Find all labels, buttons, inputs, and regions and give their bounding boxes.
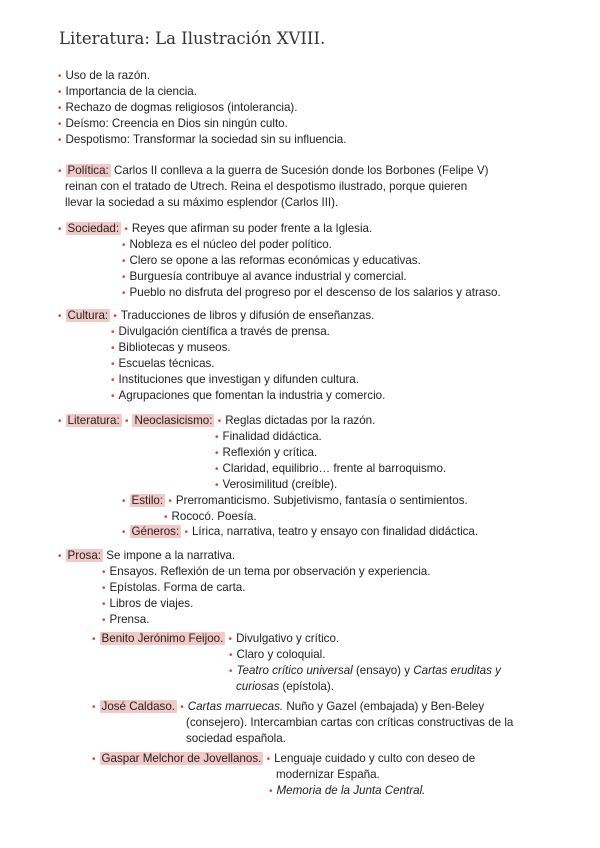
cultura-item: • Agrupaciones que fomentan la industria y comercio.: [111, 389, 386, 402]
bullet-icon: •: [122, 288, 126, 299]
bullet-icon: •: [92, 634, 96, 645]
bullet-icon: •: [58, 551, 62, 562]
intro-item: • Uso de la razón.: [58, 69, 150, 82]
sociedad-item: • Pueblo no disfruta del progreso por el descenso de los salarios y atraso.: [122, 286, 501, 299]
bullet-icon: •: [122, 272, 126, 283]
neoclasicismo-item: • Finalidad didáctica.: [215, 430, 322, 443]
cadalso-text: sociedad española.: [186, 732, 286, 745]
bullet-icon: •: [102, 567, 106, 578]
cultura-item: • Escuelas técnicas.: [111, 357, 215, 370]
bullet-icon: •: [269, 786, 273, 797]
politica-text: reinan con el tratado de Utrech. Reina el despotismo ilustrado, porque quieren: [65, 180, 468, 193]
bullet-icon: •: [92, 754, 96, 765]
literatura-section: • Literatura: • Neoclasicismo: • Reglas dictadas por la razón.: [58, 414, 376, 427]
estilo-label: Estilo:: [131, 494, 164, 507]
bullet-icon: •: [215, 448, 219, 459]
bullet-icon: •: [228, 634, 233, 645]
intro-item: • Rechazo de dogmas religiosos (intolerancia).: [58, 101, 298, 114]
cultura-item: • Bibliotecas y museos.: [111, 341, 231, 354]
bullet-icon: •: [102, 615, 106, 626]
bullet-icon: •: [92, 702, 96, 713]
feijoo-label: Benito Jerónimo Feijoo.: [101, 632, 224, 645]
bullet-icon: •: [58, 103, 62, 114]
sociedad-item: • Burguesía contribuye al avance industrial y comercial.: [122, 270, 407, 283]
bullet-icon: •: [58, 87, 62, 98]
politica-label: Política:: [67, 164, 109, 177]
cultura-label: Cultura:: [67, 309, 109, 322]
bullet-icon: •: [111, 391, 115, 402]
estilo-section: • Estilo: • Prerromanticismo. Subjetivismo, fantasía o sentimientos.: [122, 494, 468, 507]
bullet-icon: •: [58, 416, 62, 427]
cultura-item: • Instituciones que investigan y difunden cultura.: [111, 373, 359, 386]
bullet-icon: •: [122, 496, 126, 507]
bullet-icon: •: [111, 375, 115, 386]
bullet-icon: •: [124, 416, 129, 427]
jovellanos-label: Gaspar Melchor de Jovellanos.: [101, 752, 262, 765]
sociedad-item: • Nobleza es el núcleo del poder político.: [122, 238, 332, 251]
bullet-icon: •: [180, 702, 184, 713]
prosa-section: • Prosa: Se impone a la narrativa.: [58, 549, 236, 562]
prosa-item: • Prensa.: [102, 613, 150, 626]
neoclasicismo-item: • Verosimilitud (creíble).: [215, 478, 338, 491]
sociedad-label: Sociedad:: [67, 222, 120, 235]
bullet-icon: •: [111, 327, 115, 338]
generos-section: • Géneros: • Lírica, narrativa, teatro y ensayo con finalidad didáctica.: [122, 525, 479, 538]
cadalso-section: • José Caldaso. • Cartas marruecas. Nuño y Gazel (embajada) y Ben-Beley: [92, 700, 485, 713]
literatura-label: Literatura:: [67, 414, 120, 427]
bullet-icon: •: [215, 464, 219, 475]
feijoo-works: • Teatro crítico universal (ensayo) y Cartas eruditas y: [229, 664, 501, 677]
neoclasicismo-item: • Claridad, equilibrio… frente al barroquismo.: [215, 462, 447, 475]
feijoo-item: • Claro y coloquial.: [229, 648, 326, 661]
prosa-item: • Epístolas. Forma de carta.: [102, 581, 246, 594]
bullet-icon: •: [111, 359, 115, 370]
sociedad-section: • Sociedad: • Reyes que afirman su poder frente a la Iglesia.: [58, 222, 373, 235]
bullet-icon: •: [113, 311, 117, 322]
jovellanos-section: • Gaspar Melchor de Jovellanos. • Lenguaje cuidado y culto con deseo de: [92, 752, 476, 765]
bullet-icon: •: [58, 224, 62, 235]
page-title: Literatura: La Ilustración XVIII.: [59, 29, 326, 48]
bullet-icon: •: [229, 650, 233, 661]
jovellanos-work: • Memoria de la Junta Central.: [269, 784, 426, 797]
cadalso-label: José Caldaso.: [101, 700, 175, 713]
intro-item: • Despotismo: Transformar la sociedad sin su influencia.: [58, 133, 347, 146]
prosa-item: • Ensayos. Reflexión de un tema por observación y experiencia.: [102, 565, 431, 578]
bullet-icon: •: [102, 599, 106, 610]
bullet-icon: •: [58, 311, 62, 322]
prosa-label: Prosa:: [67, 549, 102, 562]
neoclasicismo-item: • Reflexión y crítica.: [215, 446, 318, 459]
bullet-icon: •: [122, 527, 126, 538]
cultura-section: • Cultura: • Traducciones de libros y difusión de enseñanzas.: [58, 309, 375, 322]
bullet-icon: •: [58, 166, 62, 177]
bullet-icon: •: [122, 256, 126, 267]
estilo-item: • Rococó. Poesía.: [164, 510, 257, 523]
sociedad-item: • Clero se opone a las reformas económicas y educativas.: [122, 254, 421, 267]
bullet-icon: •: [168, 496, 172, 507]
intro-item: • Importancia de la ciencia.: [58, 85, 197, 98]
intro-item: • Deísmo: Creencia en Dios sin ningún culto.: [58, 117, 288, 130]
bullet-icon: •: [266, 754, 271, 765]
bullet-icon: •: [217, 416, 222, 427]
generos-label: Géneros:: [131, 525, 180, 538]
neoclasicismo-label: Neoclasicismo:: [134, 414, 213, 427]
feijoo-section: • Benito Jerónimo Feijoo. • Divulgativo y crítico.: [92, 632, 340, 645]
bullet-icon: •: [58, 71, 62, 82]
cultura-item: • Divulgación científica a través de prensa.: [111, 325, 330, 338]
bullet-icon: •: [124, 224, 128, 235]
bullet-icon: •: [229, 666, 233, 677]
prosa-item: • Libros de viajes.: [102, 597, 194, 610]
bullet-icon: •: [164, 512, 168, 523]
politica-section: • Política: Carlos II conlleva a la guerra de Sucesión donde los Borbones (Felipe V): [58, 164, 489, 177]
bullet-icon: •: [111, 343, 115, 354]
bullet-icon: •: [102, 583, 106, 594]
bullet-icon: •: [215, 432, 219, 443]
bullet-icon: •: [58, 119, 62, 130]
cadalso-text: (consejero). Intercambian cartas con críticas constructivas de la: [186, 716, 514, 729]
bullet-icon: •: [122, 240, 126, 251]
bullet-icon: •: [215, 480, 219, 491]
bullet-icon: •: [58, 135, 62, 146]
jovellanos-text: modernizar España.: [276, 768, 380, 781]
politica-text: llevar la sociedad a su máximo esplendor (Carlos III).: [65, 196, 339, 209]
bullet-icon: •: [184, 527, 188, 538]
feijoo-works-cont: curiosas (epístola).: [236, 680, 334, 693]
